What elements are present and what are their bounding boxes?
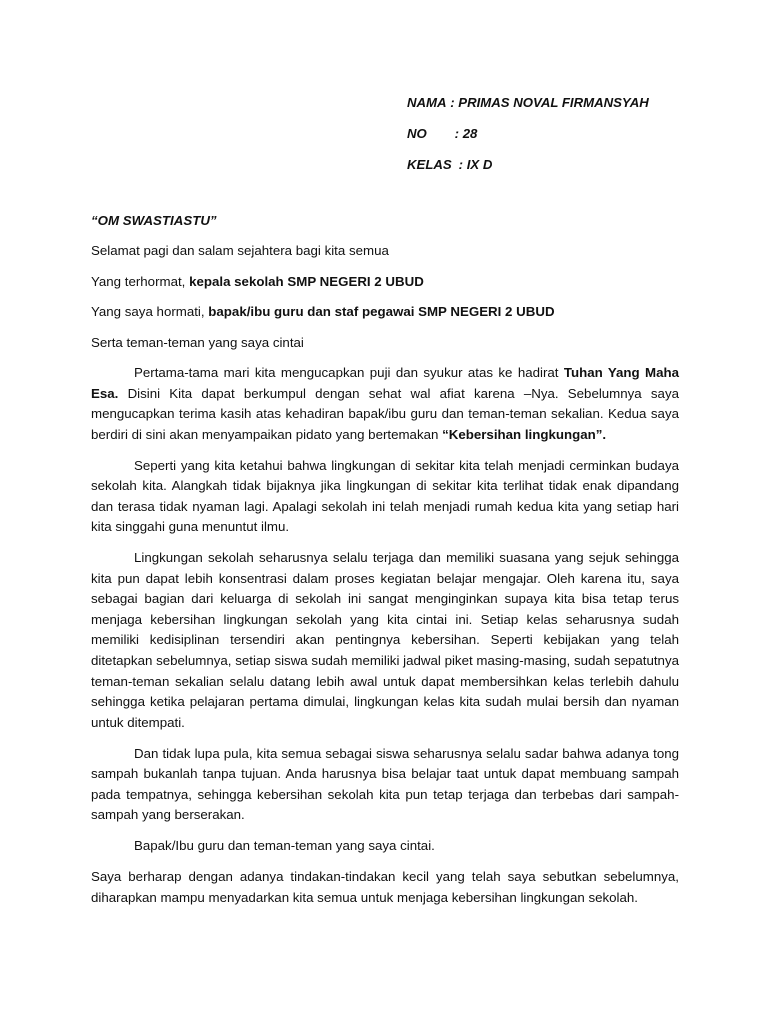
teachers-staff: bapak/ibu guru dan staf pegawai SMP NEGERI 2 UBUD [208,304,555,320]
name-value: : PRIMAS NOVAL FIRMANSYAH [450,95,649,110]
principal-name: kepala sekolah SMP NEGERI 2 UBUD [189,273,424,289]
student-name-line [407,93,747,124]
honored-prefix: Yang saya hormati, [91,304,209,320]
p1-bold-theme: “Kebersihan lingkungan”. [442,426,607,442]
student-class-line [407,155,747,186]
paragraph-trash: Dan tidak lupa pula, kita semua sebagai siswa seharusnya selalu sadar bahwa adanya tong sampah bukanlah tanpa tujuan. Anda harusnya bisa belajar taat untuk dapat membuang sampah pada tempatnya, sehingga kebersihan sekolah kita pun tetap terjaga dan terbebas dari sampah-sampah yang berserakan. [91,745,679,823]
p1-text-b: Disini Kita dapat berkumpul dengan sehat wal afiat karena –Nya. Sebelumnya saya mengucapkan terima kasih atas kehadiran bapak/ibu guru dan teman-teman sekalian. Kedua saya berdiri di sini akan menyampaikan pidato yang bertemakan [91,385,679,442]
number-label: NO [407,126,427,141]
respected-principal-line [91,272,679,293]
paragraph-hope: Saya berharap dengan adanya tindakan-tindakan kecil yang telah saya sebutkan sebelumnya, diharapkan mampu menyadarkan kita semua untuk menjaga kebersihan lingkungan sekolah. [91,868,679,905]
number-value: : 28 [454,126,478,141]
paragraph-address: Bapak/Ibu guru dan teman-teman yang saya cintai. [134,838,435,854]
respected-teachers-line [91,302,679,323]
opening-greeting: “OM SWASTIASTU” [91,213,217,228]
speech-body [91,211,679,918]
class-value: : IX D [458,157,493,172]
paragraph-school: Lingkungan sekolah seharusnya selalu terjaga dan memiliki suasana yang sejuk sehingga kita pun dapat lebih konsentrasi dalam proses kegiatan belajar mengajar. Oleh karena itu, saya sebagai bagian dari keluarga di sekolah ini sangat menginginkan supaya kita bisa tetap terus menjaga kebersihan lingkungan sekolah yang kita cintai ini. Setiap kelas seharusnya sudah memiliki kedisiplinan tersendiri akan pentingnya kebersihan. Seperti kebijakan yang telah ditetapkan sebelumnya, setiap siswa sudah memiliki jadwal piket masing-masing, sudah sepatutnya teman-teman sekalian selalu datang lebih awal untuk dapat membersihkan kelas terlebih dahulu sehingga ketika pelajaran pertama dimulai, lingkungan kelas kita sudah mulai bersih dan nyaman untuk ditempati. [91,550,679,730]
class-label: KELAS [407,157,452,172]
student-info-block [407,93,747,186]
paragraph-environment: Seperti yang kita ketahui bahwa lingkungan di sekitar kita telah menjadi cerminkan budaya sekolah kita. Alangkah tidak bijaknya jika lingkungan di sekitar kita terlihat tidak enak dipandang dan terasa tidak nyaman lagi. Apalagi sekolah ini telah menjadi rumah kedua kita yang setiap hari kita singgahi guna menuntut ilmu. [91,457,679,535]
paragraph-opening [91,363,679,445]
respected-prefix: Yang terhormat, [91,273,190,289]
name-label: NAMA [407,95,447,110]
student-number-line [407,124,747,155]
p1-bold-god: Tuhan Yang Maha Esa. [91,364,679,401]
p1-text-a: Pertama-tama mari kita mengucapkan puji dan syukur atas ke hadirat [134,364,564,380]
salutation-line: Selamat pagi dan salam sejahtera bagi kita semua [91,243,389,259]
friends-line: Serta teman-teman yang saya cintai [91,334,304,350]
